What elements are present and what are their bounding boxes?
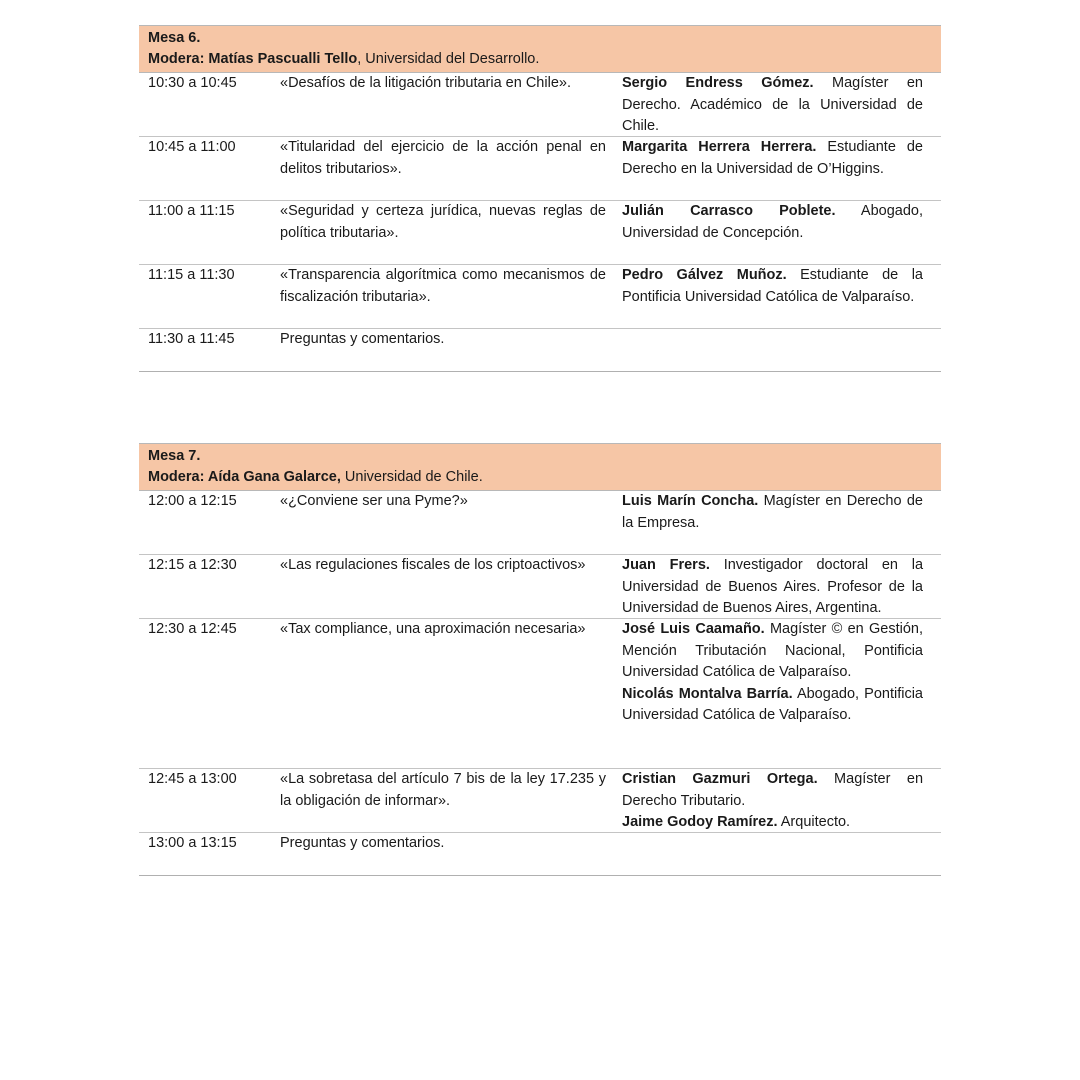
speaker-description: Magíster en Derecho de la Empresa. — [622, 493, 923, 531]
mesa-7-moderator: Modera: Aída Gana Galarce, — [148, 469, 341, 485]
talk-title: «Titularidad del ejercicio de la acción penal en delitos tributarios». — [280, 139, 606, 177]
speaker-cell — [622, 73, 923, 136]
speaker-cell — [622, 265, 923, 328]
speaker-entry — [622, 619, 923, 684]
mesa-7-title: Mesa 7. — [148, 448, 201, 464]
speaker-cell — [622, 769, 923, 832]
mesa-6-table — [139, 25, 941, 372]
talk-title: «Desafíos de la litigación tributaria en Chile». — [280, 75, 571, 91]
mesa-6-moderator-affiliation: , Universidad del Desarrollo. — [357, 51, 540, 67]
table-row — [139, 555, 941, 619]
speaker-description: Estudiante de la Pontificia Universidad Católica de Valparaíso. — [622, 267, 923, 305]
speaker-description: Magíster © en Gestión, Mención Tributación Nacional, Pontificia Universidad Católica de Valparaíso. — [622, 621, 923, 680]
table-row — [139, 73, 941, 137]
time-slot: 10:45 a 11:00 — [148, 139, 236, 155]
speaker-entry — [622, 684, 923, 727]
table-row — [139, 491, 941, 555]
speaker-description: Magíster en Derecho. Académico de la Universidad de Chile. — [622, 75, 923, 134]
speaker-description: Magíster en Derecho Tributario. — [622, 771, 924, 809]
speaker-description: Abogado, Universidad de Concepción. — [622, 203, 923, 241]
talk-title: «Las regulaciones fiscales de los criptoactivos» — [280, 557, 586, 573]
speaker-entry — [622, 491, 923, 534]
table-row — [139, 619, 941, 769]
table-row — [139, 833, 941, 876]
speaker-name: Luis Marín Concha. — [622, 493, 759, 509]
speaker-entry — [622, 769, 923, 812]
talk-title: «La sobretasa del artículo 7 bis de la ley 17.235 y la obligación de informar». — [280, 771, 606, 809]
speaker-entry — [622, 137, 923, 180]
time-slot: 12:15 a 12:30 — [148, 557, 237, 573]
speaker-name: José Luis Caamaño. — [622, 621, 765, 637]
speaker-name: Margarita Herrera Herrera. — [622, 139, 817, 155]
talk-title: Preguntas y comentarios. — [280, 835, 445, 851]
table-row — [139, 201, 941, 265]
mesa-6-rows — [139, 73, 941, 372]
time-slot: 11:30 a 11:45 — [148, 331, 235, 347]
speaker-entry — [622, 73, 923, 138]
speaker-entry — [622, 265, 923, 308]
time-slot: 11:00 a 11:15 — [148, 203, 235, 219]
speaker-cell — [622, 555, 923, 618]
speaker-name: Pedro Gálvez Muñoz. — [622, 267, 787, 283]
speaker-description: Arquitecto. — [777, 814, 851, 830]
speaker-description: Estudiante de Derecho en la Universidad de O’Higgins. — [622, 139, 923, 177]
table-row — [139, 137, 941, 201]
time-slot: 12:45 a 13:00 — [148, 771, 237, 787]
talk-title: «Transparencia algorítmica como mecanismos de fiscalización tributaria». — [280, 267, 606, 305]
speaker-cell — [622, 329, 923, 371]
talk-title: Preguntas y comentarios. — [280, 331, 445, 347]
speaker-cell — [622, 833, 923, 875]
mesa-6-title: Mesa 6. — [148, 30, 201, 46]
mesa-6-header — [139, 25, 941, 73]
mesa-6-moderator: Modera: Matías Pascualli Tello — [148, 51, 358, 67]
mesa-7-table — [139, 443, 941, 876]
speaker-name: Nicolás Montalva Barría. — [622, 685, 793, 702]
talk-title: «¿Conviene ser una Pyme?» — [280, 493, 468, 509]
time-slot: 12:00 a 12:15 — [148, 493, 237, 509]
speaker-name: Juan Frers. — [622, 557, 710, 573]
talk-title: «Seguridad y certeza jurídica, nuevas reglas de política tributaria». — [280, 203, 606, 241]
speaker-cell — [622, 619, 923, 768]
speaker-description: Abogado, Pontificia Universidad Católica de Valparaíso. — [622, 685, 923, 723]
time-slot: 10:30 a 10:45 — [148, 75, 237, 91]
speaker-entry — [622, 555, 923, 620]
speaker-name: Sergio Endress Gómez. — [622, 75, 814, 91]
talk-title: «Tax compliance, una aproximación necesaria» — [280, 621, 586, 637]
time-slot: 12:30 a 12:45 — [148, 621, 237, 637]
speaker-description: Investigador doctoral en la Universidad de Buenos Aires. Profesor de la Universidad de Buenos Aires, Argentina. — [622, 557, 924, 616]
speaker-entry — [622, 812, 923, 834]
speaker-cell — [622, 201, 923, 264]
speaker-name: Jaime Godoy Ramírez. — [622, 814, 778, 830]
speaker-entry — [622, 201, 923, 244]
speaker-cell — [622, 491, 923, 554]
mesa-7-moderator-affiliation: Universidad de Chile. — [340, 469, 483, 485]
mesa-7-header — [139, 443, 941, 491]
speaker-cell — [622, 137, 923, 200]
table-row — [139, 265, 941, 329]
time-slot: 11:15 a 11:30 — [148, 267, 235, 283]
speaker-name: Cristian Gazmuri Ortega. — [622, 771, 818, 787]
table-row — [139, 769, 941, 833]
speaker-name: Julián Carrasco Poblete. — [622, 203, 836, 219]
time-slot: 13:00 a 13:15 — [148, 835, 237, 851]
table-row — [139, 329, 941, 372]
mesa-7-rows — [139, 491, 941, 876]
